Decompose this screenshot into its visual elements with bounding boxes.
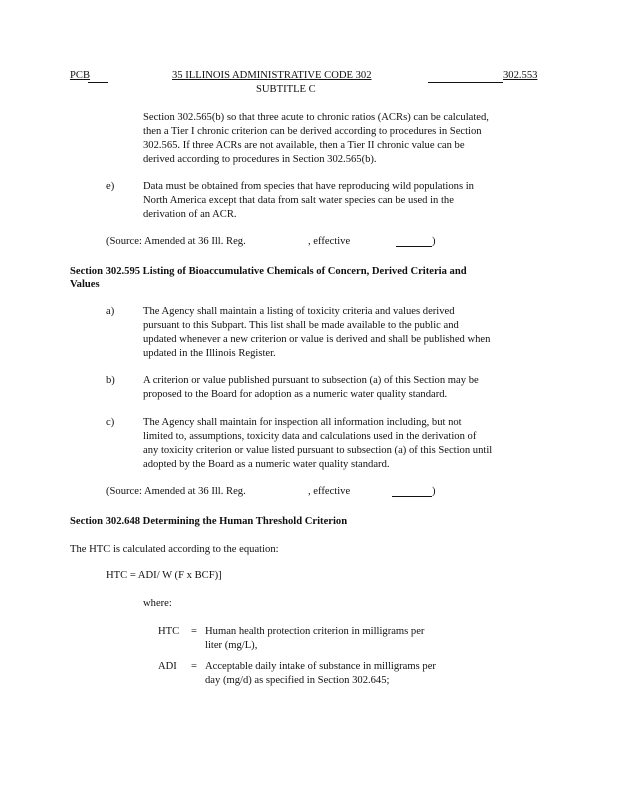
source-note-2-blank: [392, 496, 432, 497]
section-648-intro: The HTC is calculated according to the equation:: [70, 544, 279, 555]
source-note-1-blank: [396, 246, 432, 247]
item-a-marker: a): [106, 306, 115, 317]
header-subtitle: SUBTITLE C: [256, 84, 316, 95]
source-note-1-effective: , effective: [308, 236, 351, 247]
header-code-title: 35 ILLINOIS ADMINISTRATIVE CODE 302: [172, 70, 372, 81]
item-b-text: A criterion or value published pursuant to subsection (a) of this Section may be proposed to the Board for adoption as a numeric water quality standard.: [143, 375, 479, 400]
header-underline-right: [428, 82, 503, 83]
definition-eq-htc: =: [191, 626, 197, 637]
definition-eq-adi: =: [191, 661, 197, 672]
item-b-marker: b): [106, 375, 115, 386]
item-e-marker: e): [106, 181, 115, 192]
header-underline-left: [88, 82, 108, 83]
source-note-2-effective: , effective: [308, 486, 351, 497]
htc-equation: HTC = ADI/ W (F x BCF)]: [106, 570, 222, 581]
definition-text-htc: Human health protection criterion in milligrams per liter (mg/L),: [205, 626, 425, 651]
item-c-marker: c): [106, 417, 115, 428]
source-note-2-close: ): [432, 486, 436, 497]
continuation-text: Section 302.565(b) so that three acute to chronic ratios (ACRs) can be calculated, then a Tier I chronic criterion can be derived according to procedures in Section 302.565. If three ACRs are not available, then a Tier II chronic value can be derived according to procedures in Section 302.565(b).: [143, 112, 489, 165]
source-note-2: (Source: Amended at 36 Ill. Reg.: [106, 486, 246, 497]
header-agency: PCB: [70, 70, 91, 81]
definition-term-htc: HTC: [158, 626, 180, 637]
section-648-heading: Section 302.648 Determining the Human Threshold Criterion: [70, 516, 348, 527]
source-note-1: (Source: Amended at 36 Ill. Reg.: [106, 236, 246, 247]
item-e-text: Data must be obtained from species that have reproducing wild populations in North America except that data from salt water species can be used in the derivation of an ACR.: [143, 181, 474, 220]
definition-text-adi: Acceptable daily intake of substance in milligrams per day (mg/d) as specified in Section 302.645;: [205, 661, 436, 686]
header-section-number: 302.553: [503, 70, 538, 81]
item-a-text: The Agency shall maintain a listing of toxicity criteria and values derived pursuant to this Subpart. This list shall be made available to the public and updated whenever a new criterion or value is derived and shall be published when updated in the Illinois Register.: [143, 306, 491, 359]
where-label: where:: [143, 598, 172, 609]
source-note-1-close: ): [432, 236, 436, 247]
section-595-heading: Section 302.595 Listing of Bioaccumulative Chemicals of Concern, Derived Criteria and Values: [70, 266, 467, 290]
item-c-text: The Agency shall maintain for inspection all information including, but not limited to, assumptions, toxicity data and calculations used in the derivation of any toxicity criterion or value listed pursuant to subsection (a) of this Section until adopted by the Board as a numeric water quality standard.: [143, 417, 493, 470]
definition-term-adi: ADI: [158, 661, 177, 672]
